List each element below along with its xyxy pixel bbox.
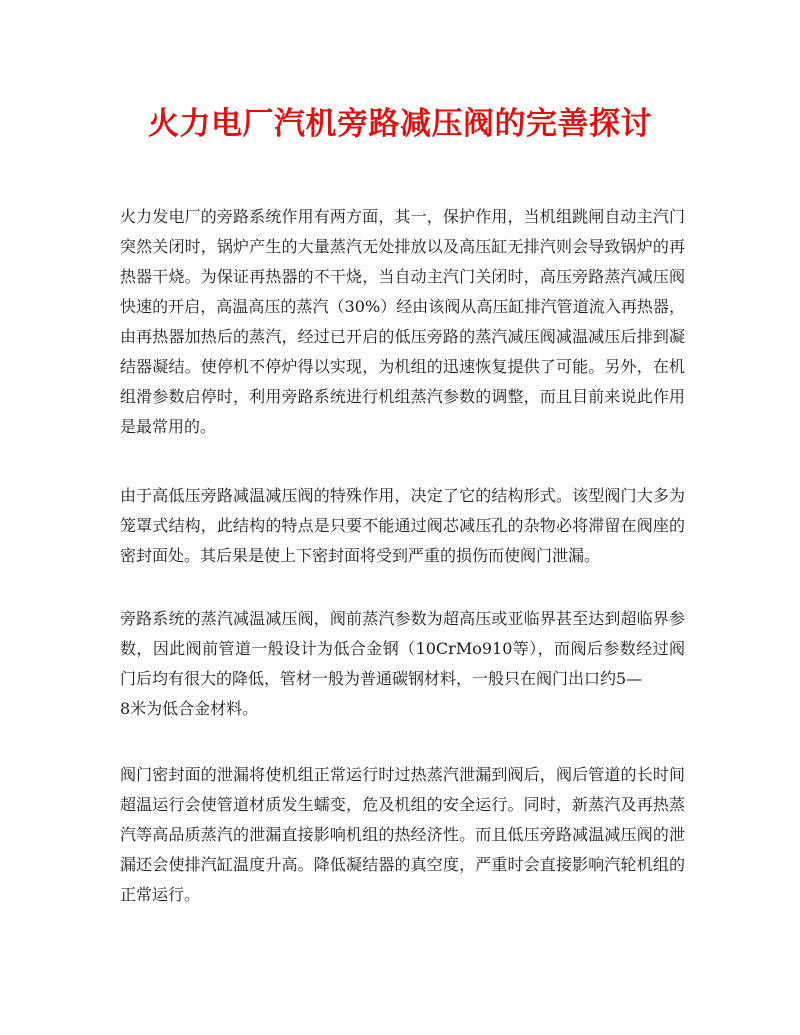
paragraph-valve-structure: 由于高低压旁路减温减压阀的特殊作用，决定了它的结构形式。该型阀门大多为笼罩式结构，此结构的特点是只要不能通过阀芯减压孔的杂物必将滞留在阀座的密封面处。其后果是使上下密封面将受到严重的损伤而使阀门泄漏。 (120, 486, 685, 565)
paragraph-pipe-material-continuation: 8米为低合金材料。 (120, 699, 259, 718)
paragraph-pipe-material-text: 旁路系统的蒸汽减温减压阀，阀前蒸汽参数为超高压或亚临界甚至达到超临界参数，因此阀前管道一般设计为低合金钢（10CrMo910等），而阀后参数经过阀门后均有很大的降低，管材一般为普通碳钢材料，一般只在阀门出口约5— (120, 609, 685, 688)
paragraph-pipe-material (120, 604, 685, 724)
document-title: 火力电厂汽机旁路减压阀的完善探讨 (148, 106, 652, 142)
paragraph-seal-leakage: 阀门密封面的泄漏将使机组正常运行时过热蒸汽泄漏到阀后，阀后管道的长时间超温运行会使管道材质发生蠕变，危及机组的安全运行。同时，新蒸汽及再热蒸汽等高品质蒸汽的泄漏直接影响机组的热经济性。而且低压旁路减温减压阀的泄漏还会使排汽缸温度升高。降低凝结器的真空度，严重时会直接影响汽轮机组的正常运行。 (120, 765, 685, 904)
paragraph-bypass-function: 火力发电厂的旁路系统作用有两方面，其一，保护作用，当机组跳闸自动主汽门突然关闭时，锅炉产生的大量蒸汽无处排放以及高压缸无排汽则会导致锅炉的再热器干烧。为保证再热器的不干烧，当自动主汽门关闭时，高压旁路蒸汽减压阀快速的开启，高温高压的蒸汽（30%）经由该阀从高压缸排汽管道流入再热器，由再热器加热后的蒸汽，经过已开启的低压旁路的蒸汽减压阀减温减压后排到凝结器凝结。使停机不停炉得以实现，为机组的迅速恢复提供了可能。另外，在机组滑参数启停时，利用旁路系统进行机组蒸汽参数的调整，而且目前来说此作用是最常用的。 (120, 207, 685, 436)
